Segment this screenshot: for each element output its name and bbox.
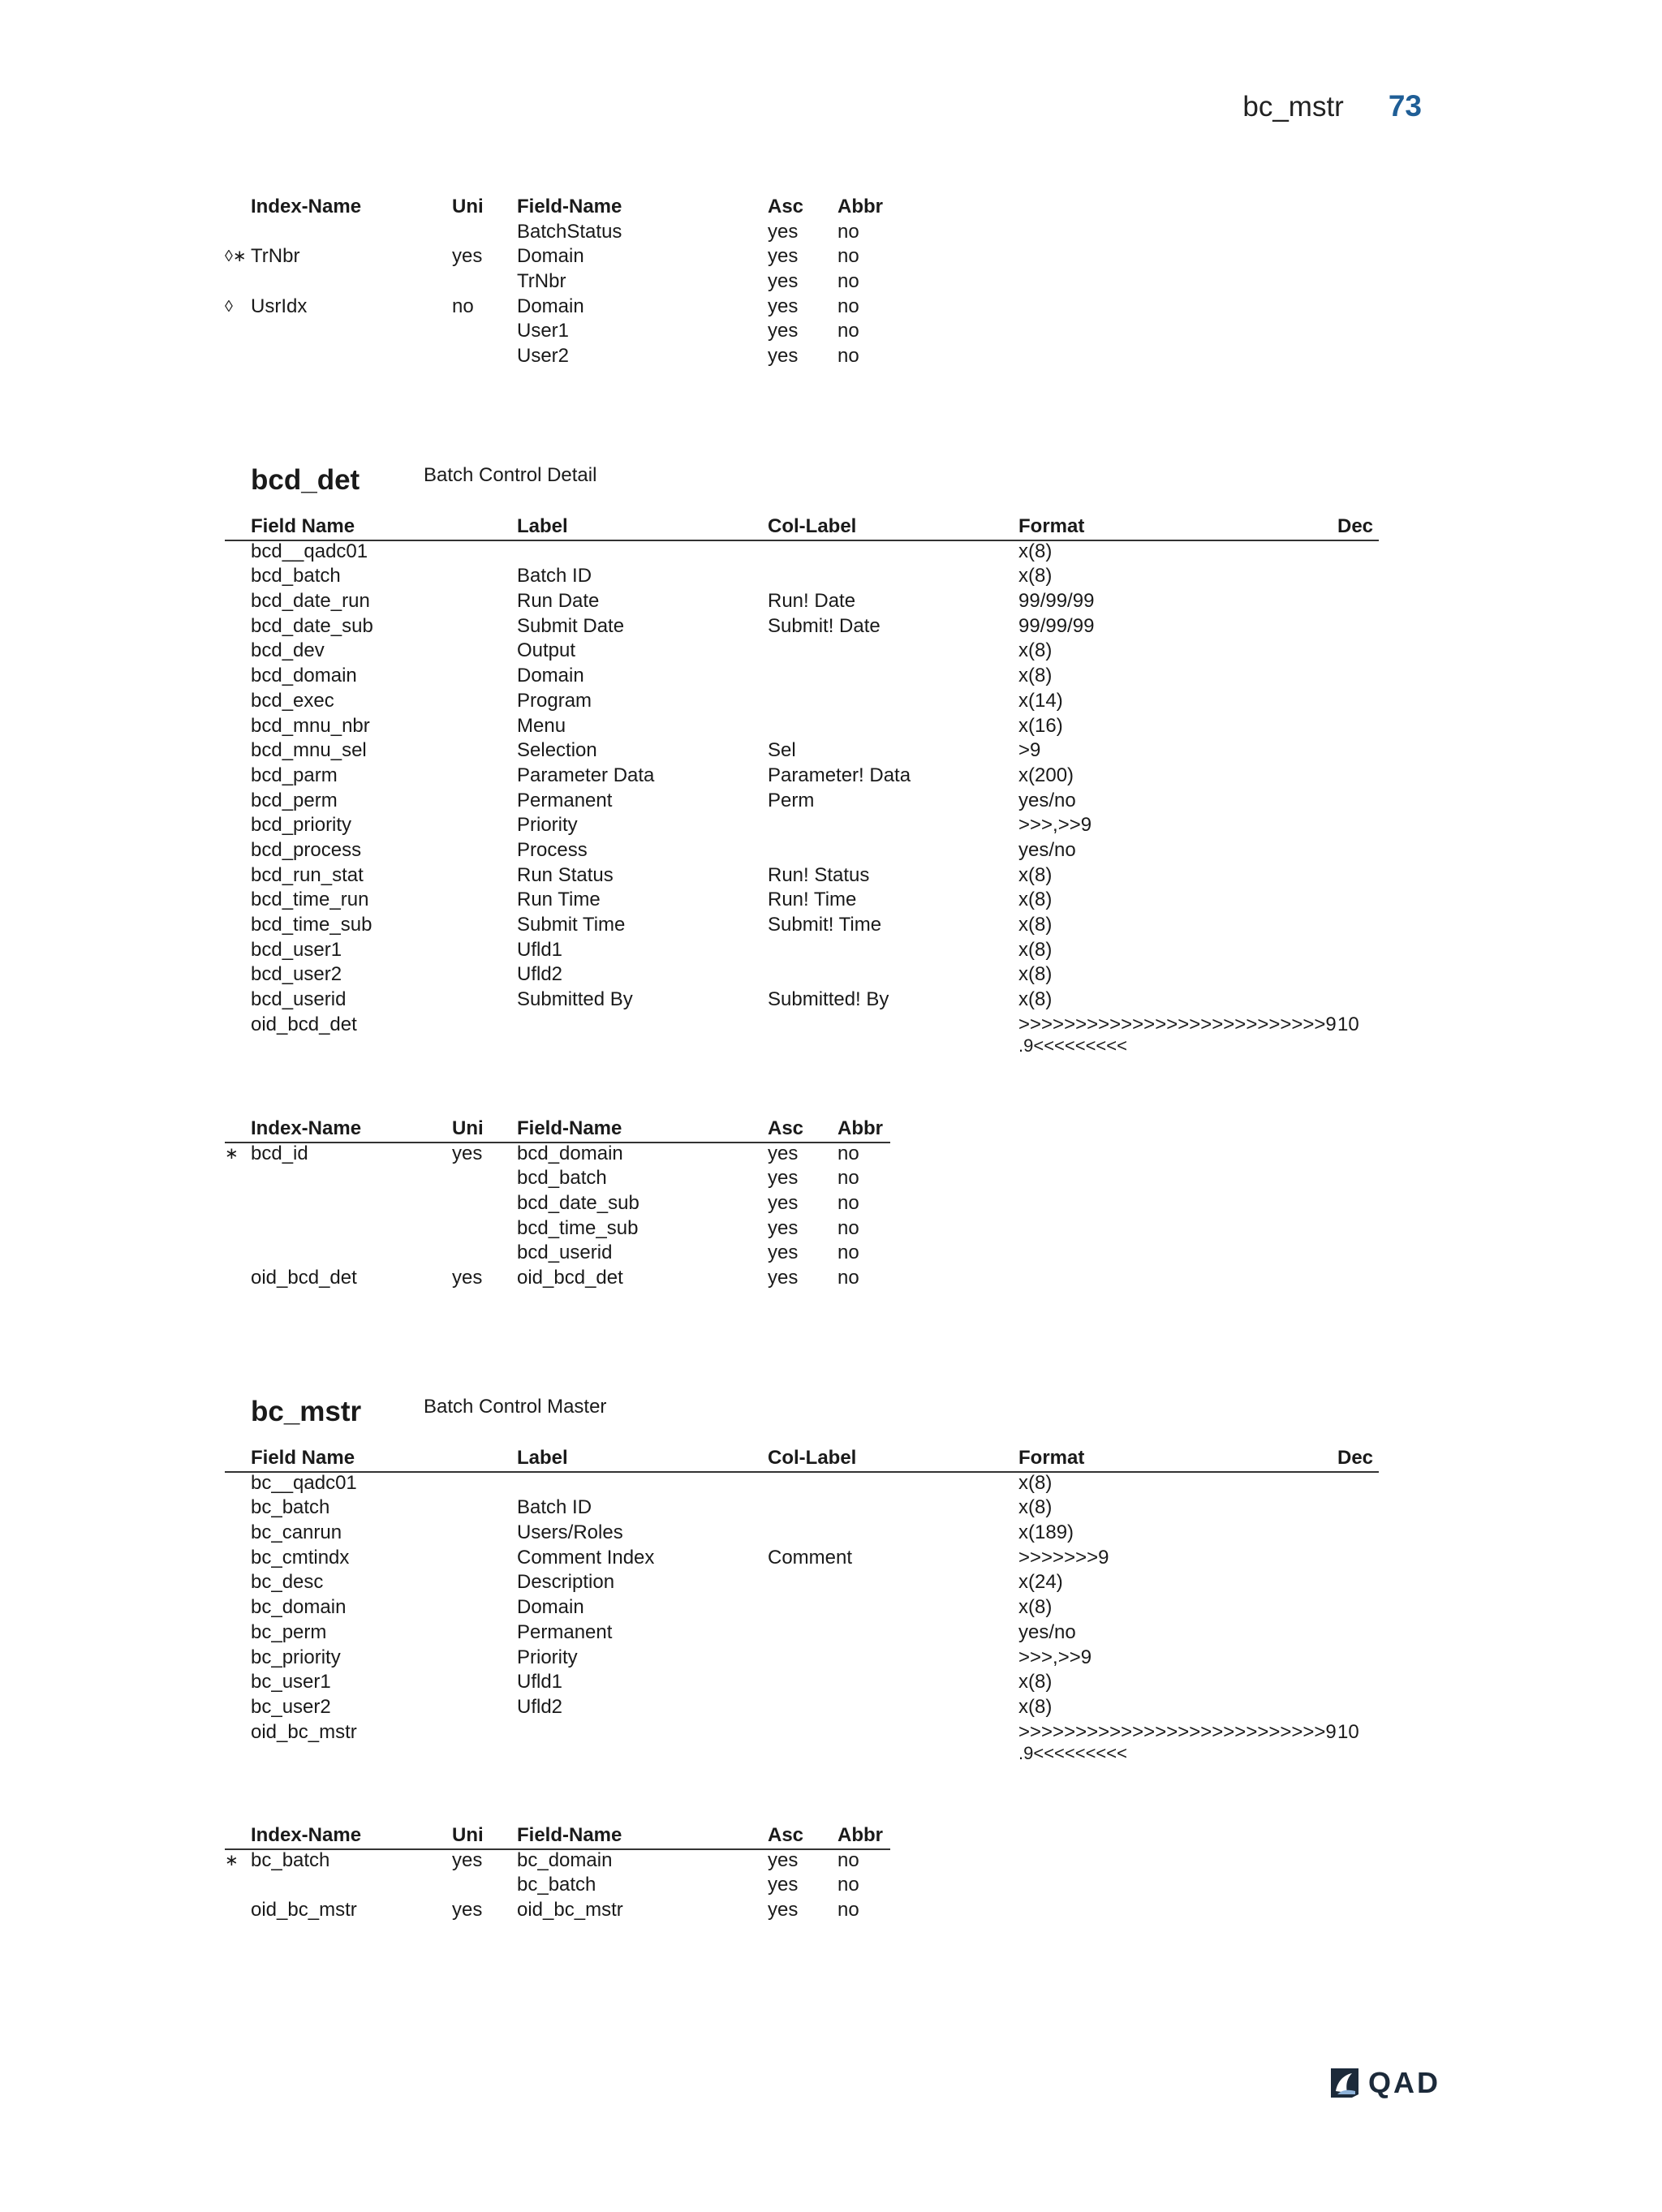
- field-row: [0, 1471, 1662, 1496]
- field-format: x(8): [1018, 1695, 1053, 1718]
- field-format: x(8): [1018, 1496, 1053, 1519]
- field-row: [0, 1013, 1662, 1038]
- index-abbr: no: [837, 1874, 859, 1896]
- index-abbr: no: [837, 320, 859, 342]
- index-marker: ∗: [225, 1144, 239, 1163]
- index-row: [0, 1166, 1662, 1191]
- index-row: [0, 1873, 1662, 1898]
- field-name: bc_cmtindx: [251, 1546, 350, 1569]
- index-asc: yes: [768, 270, 799, 293]
- field-format-continuation: .9<<<<<<<<<: [1018, 1035, 1127, 1057]
- index-asc: yes: [768, 1848, 799, 1871]
- index-field-name: bcd_batch: [517, 1167, 607, 1190]
- field-table-bcd-det: [0, 514, 1662, 1057]
- table-name: bcd_det: [251, 464, 360, 496]
- index-abbr: no: [837, 1192, 859, 1215]
- index-row: [0, 1191, 1662, 1216]
- field-row: [0, 962, 1662, 988]
- index-abbr: no: [837, 1267, 859, 1289]
- field-row-continuation: [0, 1037, 1662, 1057]
- field-row: [0, 1670, 1662, 1695]
- field-label: Priority: [517, 814, 578, 837]
- field-row: [0, 1695, 1662, 1720]
- index-asc: yes: [768, 245, 799, 268]
- index-abbr: no: [837, 1242, 859, 1264]
- field-row: [0, 863, 1662, 889]
- abbr-header: Abbr: [837, 196, 883, 217]
- index-row: [0, 319, 1662, 344]
- field-format: x(8): [1018, 639, 1053, 662]
- abbr-header: Abbr: [837, 1117, 883, 1139]
- index-name-header: Index-Name: [251, 1117, 362, 1139]
- field-row: [0, 1646, 1662, 1671]
- index-name: bc_batch: [251, 1848, 330, 1871]
- index-row: [0, 1848, 1662, 1874]
- index-abbr: no: [837, 295, 859, 317]
- field-label: Comment Index: [517, 1546, 655, 1569]
- field-row: [0, 988, 1662, 1013]
- field-label: Ufld2: [517, 963, 563, 986]
- field-table-header: [0, 1446, 1662, 1471]
- index-name: oid_bcd_det: [251, 1267, 357, 1289]
- field-name: bc_user1: [251, 1671, 331, 1693]
- col-label-header: Col-Label: [768, 515, 857, 537]
- field-format: x(200): [1018, 764, 1074, 786]
- field-name: bc_perm: [251, 1620, 327, 1643]
- index-table-continued: [0, 195, 1662, 369]
- table-description: Batch Control Master: [424, 1396, 607, 1418]
- field-col-label: Run! Status: [768, 863, 870, 886]
- field-label: Priority: [517, 1646, 578, 1668]
- field-label: Menu: [517, 714, 566, 737]
- field-row: [0, 714, 1662, 739]
- uni-header: Uni: [452, 1824, 484, 1846]
- field-label: Run Date: [517, 590, 600, 613]
- field-name: bcd_perm: [251, 789, 338, 811]
- field-name: bcd_userid: [251, 988, 347, 1011]
- field-name: bcd_parm: [251, 764, 338, 786]
- index-abbr: no: [837, 270, 859, 293]
- field-row: [0, 639, 1662, 664]
- field-name: bcd_priority: [251, 814, 352, 837]
- label-header: Label: [517, 515, 568, 537]
- field-name: bc__qadc01: [251, 1471, 357, 1494]
- index-unique: yes: [452, 1899, 483, 1922]
- index-abbr: no: [837, 1216, 859, 1239]
- index-row: [0, 220, 1662, 245]
- field-format: >>>>>>>>>>>>>>>>>>>>>>>>>>>9: [1018, 1720, 1337, 1743]
- field-label: Permanent: [517, 789, 613, 811]
- index-row: [0, 1142, 1662, 1167]
- index-row: [0, 1266, 1662, 1291]
- field-format: x(8): [1018, 665, 1053, 687]
- field-col-label: Submitted! By: [768, 988, 889, 1011]
- format-header: Format: [1018, 515, 1085, 537]
- field-label: Batch ID: [517, 565, 592, 587]
- field-format: x(8): [1018, 540, 1053, 562]
- index-row: [0, 244, 1662, 269]
- field-name: bcd_exec: [251, 689, 334, 712]
- dec-header: Dec: [1337, 515, 1374, 537]
- table-title-bc-mstr: [251, 1396, 607, 1428]
- label-header: Label: [517, 1447, 568, 1469]
- field-format: x(8): [1018, 988, 1053, 1011]
- asc-header: Asc: [768, 196, 804, 217]
- index-asc: yes: [768, 1874, 799, 1896]
- field-row: [0, 1720, 1662, 1745]
- table-name: bc_mstr: [251, 1396, 362, 1427]
- field-name: oid_bcd_det: [251, 1013, 357, 1035]
- field-label: Domain: [517, 665, 584, 687]
- field-row: [0, 1521, 1662, 1546]
- field-name: bcd__qadc01: [251, 540, 368, 562]
- field-name: bc_desc: [251, 1571, 324, 1594]
- index-field-name: BatchStatus: [517, 220, 622, 243]
- field-row: [0, 838, 1662, 863]
- format-header: Format: [1018, 1447, 1085, 1469]
- index-unique: yes: [452, 1142, 483, 1164]
- field-label: Process: [517, 838, 588, 861]
- field-row: [0, 1620, 1662, 1646]
- field-name: bcd_batch: [251, 565, 341, 587]
- field-name: bc_priority: [251, 1646, 341, 1668]
- index-field-name: bcd_time_sub: [517, 1216, 639, 1239]
- field-format: x(8): [1018, 1596, 1053, 1619]
- field-row: [0, 813, 1662, 838]
- index-row: [0, 1241, 1662, 1266]
- index-asc: yes: [768, 1899, 799, 1922]
- field-row: [0, 938, 1662, 963]
- field-format: 99/99/99: [1018, 614, 1095, 637]
- index-abbr: no: [837, 1142, 859, 1164]
- page-header: [1242, 89, 1422, 123]
- index-field-name: bcd_domain: [517, 1142, 623, 1164]
- field-format: 99/99/99: [1018, 590, 1095, 613]
- index-asc: yes: [768, 345, 799, 368]
- index-field-name: Domain: [517, 245, 584, 268]
- logo-text: QAD: [1368, 2066, 1440, 2099]
- field-name: bcd_dev: [251, 639, 325, 662]
- field-name-header: Field Name: [251, 515, 355, 537]
- field-row-continuation: [0, 1745, 1662, 1764]
- page-number: 73: [1388, 89, 1422, 123]
- index-field-name: oid_bc_mstr: [517, 1899, 623, 1922]
- index-field-name: User1: [517, 320, 570, 342]
- index-abbr: no: [837, 220, 859, 243]
- field-format: x(189): [1018, 1521, 1074, 1544]
- field-label: Parameter Data: [517, 764, 655, 786]
- table-description: Batch Control Detail: [424, 464, 597, 486]
- col-label-header: Col-Label: [768, 1447, 857, 1469]
- field-row: [0, 1595, 1662, 1620]
- field-row: [0, 1495, 1662, 1521]
- field-table-header: [0, 514, 1662, 540]
- field-table-bc-mstr: [0, 1446, 1662, 1764]
- field-label: Program: [517, 689, 592, 712]
- field-name: bcd_run_stat: [251, 863, 364, 886]
- section-title: bc_mstr: [1242, 91, 1344, 123]
- index-field-name: bc_batch: [517, 1874, 596, 1896]
- field-col-label: Perm: [768, 789, 815, 811]
- field-label: Run Status: [517, 863, 614, 886]
- index-asc: yes: [768, 295, 799, 317]
- field-name: bcd_mnu_nbr: [251, 714, 370, 737]
- field-label: Submit Date: [517, 614, 625, 637]
- field-row: [0, 589, 1662, 614]
- field-label: Domain: [517, 1596, 584, 1619]
- field-row: [0, 614, 1662, 639]
- abbr-header: Abbr: [837, 1824, 883, 1846]
- index-field-name: User2: [517, 345, 570, 368]
- uni-header: Uni: [452, 196, 484, 217]
- field-format: x(8): [1018, 1471, 1053, 1494]
- field-name: bcd_time_sub: [251, 914, 372, 936]
- field-dec: 10: [1337, 1720, 1359, 1743]
- field-format: >>>,>>9: [1018, 1646, 1092, 1668]
- field-format: yes/no: [1018, 1620, 1076, 1643]
- field-label: Submit Time: [517, 914, 626, 936]
- field-name: bcd_mnu_sel: [251, 739, 367, 762]
- index-marker: ∗: [225, 1851, 239, 1870]
- field-name: bcd_time_run: [251, 889, 369, 911]
- index-name-header: Index-Name: [251, 196, 362, 217]
- field-name: bc_domain: [251, 1596, 347, 1619]
- field-label: Users/Roles: [517, 1521, 623, 1544]
- index-name-header: Index-Name: [251, 1824, 362, 1846]
- index-unique: no: [452, 295, 474, 317]
- field-name-header: Field Name: [251, 1447, 355, 1469]
- index-asc: yes: [768, 1267, 799, 1289]
- index-unique: yes: [452, 245, 483, 268]
- field-label: Batch ID: [517, 1496, 592, 1519]
- index-abbr: no: [837, 245, 859, 268]
- field-name-header: Field-Name: [517, 1117, 622, 1139]
- field-name: bc_batch: [251, 1496, 330, 1519]
- field-col-label: Parameter! Data: [768, 764, 911, 786]
- index-marker: ◊: [225, 297, 233, 316]
- field-row: [0, 789, 1662, 814]
- field-format-continuation: .9<<<<<<<<<: [1018, 1743, 1127, 1764]
- field-label: Ufld1: [517, 1671, 563, 1693]
- field-format: yes/no: [1018, 838, 1076, 861]
- field-row: [0, 764, 1662, 789]
- index-asc: yes: [768, 220, 799, 243]
- index-asc: yes: [768, 1216, 799, 1239]
- field-name: bc_canrun: [251, 1521, 342, 1544]
- field-label: Output: [517, 639, 576, 662]
- field-name: bcd_domain: [251, 665, 357, 687]
- field-row: [0, 664, 1662, 689]
- field-label: Permanent: [517, 1620, 613, 1643]
- field-name-header: Field-Name: [517, 196, 622, 217]
- index-field-name: bc_domain: [517, 1848, 613, 1871]
- index-asc: yes: [768, 1242, 799, 1264]
- index-row: [0, 1216, 1662, 1242]
- field-format: >>>,>>9: [1018, 814, 1092, 837]
- index-asc: yes: [768, 1142, 799, 1164]
- field-label: Description: [517, 1571, 615, 1594]
- field-name-header: Field-Name: [517, 1824, 622, 1846]
- index-name: TrNbr: [251, 245, 300, 268]
- index-table-bcd-det: [0, 1117, 1662, 1291]
- field-name: bcd_user1: [251, 938, 342, 961]
- field-row: [0, 913, 1662, 938]
- field-name: bcd_user2: [251, 963, 342, 986]
- field-format: >>>>>>>>>>>>>>>>>>>>>>>>>>>9: [1018, 1013, 1337, 1035]
- table-title-bcd-det: [251, 464, 597, 497]
- field-format: >9: [1018, 739, 1041, 762]
- field-dec: 10: [1337, 1013, 1359, 1035]
- index-field-name: bcd_date_sub: [517, 1192, 639, 1215]
- field-format: yes/no: [1018, 789, 1076, 811]
- qad-logo-icon: [1328, 2067, 1362, 2099]
- index-name: oid_bc_mstr: [251, 1899, 357, 1922]
- asc-header: Asc: [768, 1117, 804, 1139]
- index-field-name: TrNbr: [517, 270, 566, 293]
- field-col-label: Submit! Date: [768, 614, 881, 637]
- field-format: x(8): [1018, 914, 1053, 936]
- field-label: Run Time: [517, 889, 601, 911]
- field-format: x(8): [1018, 565, 1053, 587]
- index-unique: yes: [452, 1848, 483, 1871]
- field-label: Submitted By: [517, 988, 633, 1011]
- field-name: bcd_date_run: [251, 590, 370, 613]
- field-format: x(8): [1018, 938, 1053, 961]
- index-asc: yes: [768, 1192, 799, 1215]
- index-table-bc-mstr: [0, 1823, 1662, 1923]
- field-format: x(8): [1018, 863, 1053, 886]
- field-row: [0, 738, 1662, 764]
- field-format: x(8): [1018, 963, 1053, 986]
- field-row: [0, 689, 1662, 714]
- field-row: [0, 540, 1662, 565]
- field-label: Ufld2: [517, 1695, 563, 1718]
- index-field-name: Domain: [517, 295, 584, 317]
- field-col-label: Submit! Time: [768, 914, 882, 936]
- field-row: [0, 888, 1662, 913]
- field-row: [0, 1570, 1662, 1595]
- index-row: [0, 344, 1662, 369]
- qad-logo: [1328, 2066, 1440, 2100]
- index-abbr: no: [837, 345, 859, 368]
- index-unique: yes: [452, 1267, 483, 1289]
- field-row: [0, 1546, 1662, 1571]
- index-name: bcd_id: [251, 1142, 308, 1164]
- field-name: oid_bc_mstr: [251, 1720, 357, 1743]
- index-asc: yes: [768, 320, 799, 342]
- asc-header: Asc: [768, 1824, 804, 1846]
- index-row: [0, 1898, 1662, 1923]
- field-format: >>>>>>>9: [1018, 1546, 1109, 1569]
- field-label: Selection: [517, 739, 597, 762]
- index-marker: ◊∗: [225, 247, 247, 266]
- field-col-label: Run! Date: [768, 590, 856, 613]
- index-field-name: bcd_userid: [517, 1242, 613, 1264]
- index-row: [0, 269, 1662, 295]
- index-table-header: [0, 1823, 1662, 1848]
- field-format: x(8): [1018, 889, 1053, 911]
- field-format: x(8): [1018, 1671, 1053, 1693]
- index-field-name: oid_bcd_det: [517, 1267, 623, 1289]
- field-format: x(16): [1018, 714, 1063, 737]
- index-asc: yes: [768, 1167, 799, 1190]
- index-abbr: no: [837, 1899, 859, 1922]
- uni-header: Uni: [452, 1117, 484, 1139]
- dec-header: Dec: [1337, 1447, 1374, 1469]
- field-label: Ufld1: [517, 938, 563, 961]
- field-name: bcd_date_sub: [251, 614, 373, 637]
- index-name: UsrIdx: [251, 295, 308, 317]
- index-table-header: [0, 195, 1662, 220]
- index-abbr: no: [837, 1848, 859, 1871]
- field-col-label: Sel: [768, 739, 796, 762]
- field-format: x(14): [1018, 689, 1063, 712]
- field-row: [0, 564, 1662, 589]
- field-name: bc_user2: [251, 1695, 331, 1718]
- field-format: x(24): [1018, 1571, 1063, 1594]
- field-col-label: Run! Time: [768, 889, 857, 911]
- index-abbr: no: [837, 1167, 859, 1190]
- field-col-label: Comment: [768, 1546, 853, 1569]
- index-table-header: [0, 1117, 1662, 1142]
- index-row: [0, 295, 1662, 320]
- field-name: bcd_process: [251, 838, 362, 861]
